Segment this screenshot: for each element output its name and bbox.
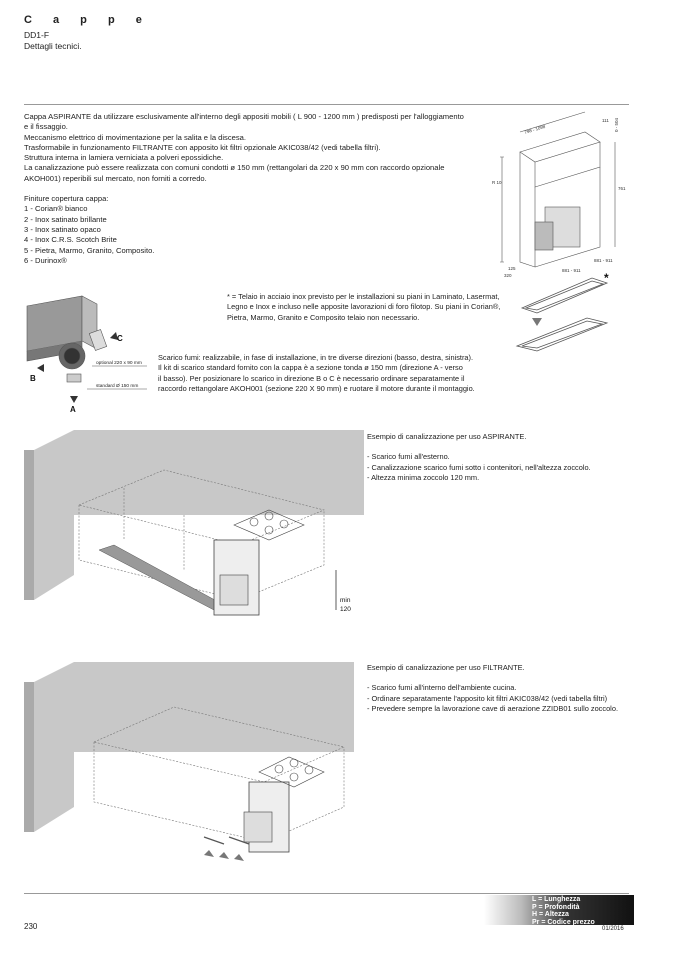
direction-c: C — [117, 334, 123, 343]
exhaust-direction-drawing — [22, 296, 157, 416]
optional-duct-label: optional 220 x 90 mm — [96, 361, 142, 366]
direction-a: A — [70, 405, 76, 414]
finishes-title: Finiture copertura cappa: — [24, 194, 109, 204]
desc-line: Struttura interna in lamiera verniciata a polveri epossidiche. — [24, 153, 224, 163]
direction-b: B — [30, 374, 36, 383]
exhaust-line: Il kit di scarico standard fornito con la cappa è a sezione tonda ø 150 mm (direzione A - verso — [158, 363, 463, 373]
dim-side: 125 — [508, 266, 516, 271]
min-value: 120 — [340, 606, 351, 613]
aspirante-item: - Scarico fumi all'esterno. — [367, 452, 450, 462]
desc-line: Cappa ASPIRANTE da utilizzare esclusivamente all'interno degli appositi mobili ( L 900 - 1200 mm ) predisposti per l'alloggiamento — [24, 112, 464, 121]
filtrante-kitchen-illustration — [24, 662, 364, 882]
model-code: DD1-F — [24, 30, 50, 40]
aspirante-text — [367, 432, 647, 483]
dim-offset: 0 - 504 — [614, 117, 619, 132]
legend-depth: P = Profondità — [532, 903, 580, 911]
desc-line: Meccanismo elettrico di movimentazione per la salita e la discesa. — [24, 132, 247, 142]
finish-item: 4 - Inox C.R.S. Scotch Brite — [24, 235, 117, 245]
aspirante-item: - Altezza minima zoccolo 120 mm. — [367, 472, 480, 482]
aspirante-kitchen-illustration — [24, 430, 364, 655]
legend-box — [484, 895, 634, 925]
finish-item: 5 - Pietra, Marmo, Granito, Composito. — [24, 245, 155, 255]
filtrante-item: - Scarico fumi all'interno dell'ambiente cucina. — [367, 683, 517, 693]
hood-technical-drawing — [490, 112, 640, 282]
finish-item: 6 - Durinox® — [24, 255, 67, 265]
exhaust-line: Scarico fumi: realizzabile, in fase di installazione, in tre diverse direzioni (basso, destra, sinistra). — [158, 353, 474, 362]
aspirante-title: Esempio di canalizzazione per uso ASPIRANTE. — [367, 432, 527, 441]
filtrante-item: - Ordinare separatamente l'apposito kit filtri AKIC038/42 (vedi tabella filtri) — [367, 693, 608, 703]
exhaust-note — [158, 353, 498, 394]
finish-item: 3 - Inox satinato opaco — [24, 224, 101, 234]
exhaust-line: raccordo rettangolare AKOH001 (sezione 220 X 90 mm) e ruotare il motore durante il montaggio. — [158, 383, 475, 393]
finish-item: 2 - Inox satinato brillante — [24, 214, 107, 224]
frame-note-line: Legno e Inox e incluso nelle apposite lavorazioni di foro filotop. Su piani in Corian®, — [227, 302, 501, 312]
exhaust-line: il basso). Per posizionare lo scarico in direzione B o C è necessario ordinare separatamente il — [158, 373, 465, 383]
standard-duct-label: standard Ø 150 mm — [96, 384, 139, 389]
filtrante-text — [367, 663, 657, 714]
dim-height: 761 — [618, 186, 626, 191]
edition-date: 01/2016 — [602, 926, 624, 932]
filtrante-title: Esempio di canalizzazione per uso FILTRANTE. — [367, 663, 525, 672]
dim-base-left: 881 - 911 — [562, 268, 581, 273]
dim-base-right: 881 - 911 — [594, 258, 613, 263]
top-divider — [24, 104, 629, 105]
frame-note — [227, 292, 527, 323]
legend-height: H = Altezza — [532, 911, 569, 918]
finish-item: 1 - Corian® bianco — [24, 204, 88, 214]
page-number: 230 — [24, 922, 38, 931]
aspirante-item: - Canalizzazione scarico fumi sotto i contenitori, nell'altezza zoccolo. — [367, 462, 591, 472]
filtrante-item: - Prevedere sempre la lavorazione cave di aerazione ZZIDB01 sullo zoccolo. — [367, 703, 618, 713]
description-block — [24, 112, 494, 266]
desc-line: e il fissaggio. — [24, 122, 68, 132]
dim-radius: R 10 — [492, 180, 502, 185]
dim-depth-bottom: 320 — [504, 273, 512, 278]
dim-width: 798 - 1098 — [523, 123, 546, 135]
bottom-divider — [24, 893, 629, 894]
legend-price-code: Pr = Codice prezzo — [532, 918, 595, 926]
dim-depth-top: 111 — [602, 118, 609, 123]
min-label: min — [340, 597, 351, 604]
brand-title: C a p p e — [24, 14, 151, 26]
frame-marker: * — [604, 271, 609, 285]
desc-line: La canalizzazione può essere realizzata con comuni condotti ø 150 mm (rettangolari da 220 x 90 mm con raccordo opzionale — [24, 163, 445, 173]
frame-drawing — [512, 268, 622, 358]
frame-note-line: * = Telaio in acciaio inox previsto per le installazioni su piani in Laminato, Lasermat, — [227, 292, 500, 301]
desc-line: AKOH001) reperibili sul mercato, non forniti a corredo. — [24, 173, 207, 183]
frame-note-line: Pietra, Marmo, Granito e Composito telaio non necessario. — [227, 312, 420, 322]
desc-line: Trasformabile in funzionamento FILTRANTE con apposito kit filtri opzionale AKIC038/42 (vedi tabella filtri). — [24, 142, 381, 152]
legend-length: L = Lunghezza — [532, 896, 581, 903]
page-subtitle: Dettagli tecnici. — [24, 41, 82, 51]
